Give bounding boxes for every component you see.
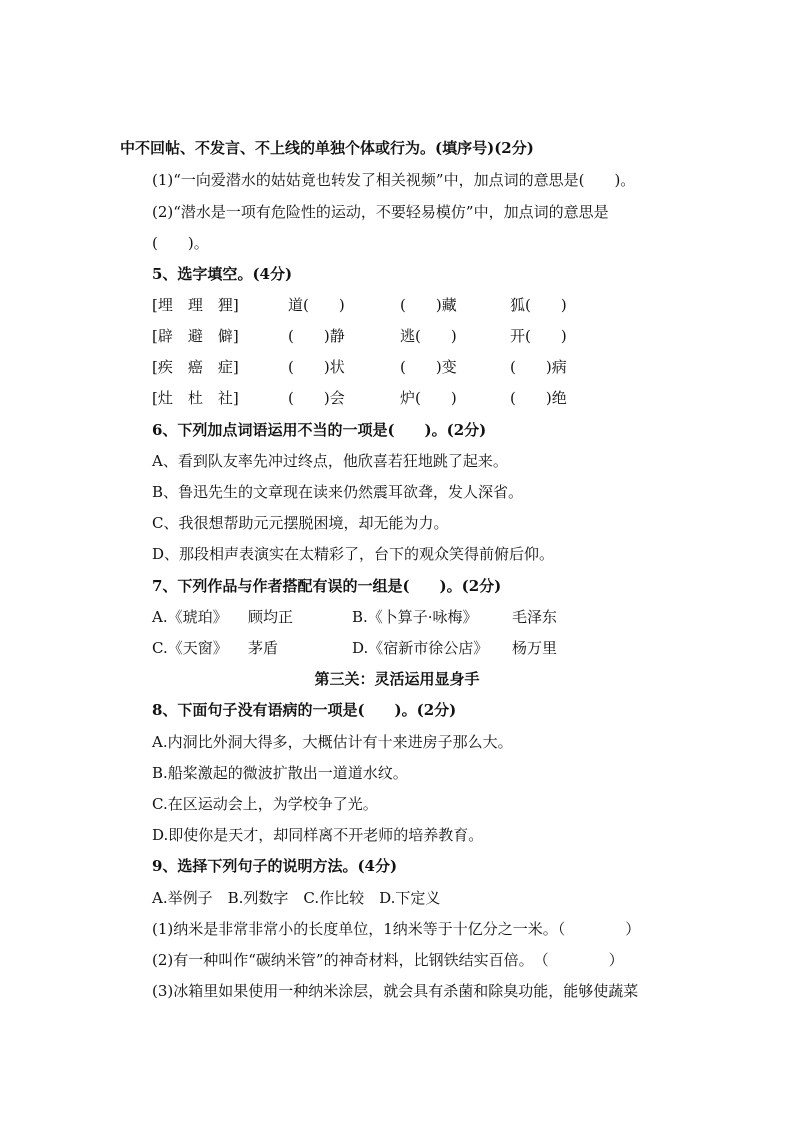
text-line: 中不回帖、不发言、不上线的单独个体或行为。(填序号)(2分) <box>120 139 534 157</box>
fill-blank: ( )静 <box>288 327 345 345</box>
option-d: D、那段相声表演实在太精彩了，台下的观众笑得前俯后仰。 <box>152 545 555 563</box>
char-group: [辟 避 僻] <box>152 327 239 345</box>
option-b: B.船桨激起的微波扩散出一道道水纹。 <box>152 764 408 782</box>
option-c-author: 茅盾 <box>248 639 279 657</box>
fill-blank: ( )绝 <box>510 389 567 407</box>
section-heading: 第三关：灵活运用显身手 <box>314 670 480 688</box>
option-a: A.内洞比外洞大得多，大概估计有十来进房子那么大。 <box>152 733 513 751</box>
option-a: A、看到队友率先冲过终点，他欣喜若狂地跳了起来。 <box>152 452 508 470</box>
question-8-title: 8、下面句子没有语病的一项是( )。(2分) <box>152 701 457 719</box>
char-group: [灶 杜 社] <box>152 389 239 407</box>
option-d: D.即使你是天才，却同样离不开老师的培养教育。 <box>152 826 484 844</box>
question-4-1: (1)“一向爱潜水的姑姑竟也转发了相关视频”中，加点词的意思是( )。 <box>152 171 636 189</box>
fill-blank: 道( ) <box>288 296 345 314</box>
fill-blank: 炉( ) <box>400 389 457 407</box>
method-options: A.举例子 B.列数字 C.作比较 D.下定义 <box>152 889 441 907</box>
answer-blank: ( )。 <box>152 234 209 252</box>
question-9-3: (3)冰箱里如果使用一种纳米涂层，就会具有杀菌和除臭功能，能够使蔬菜 <box>152 982 639 1000</box>
option-d-author: 杨万里 <box>512 639 558 657</box>
option-b-work: B.《卜算子·咏梅》 <box>352 608 478 626</box>
option-b: B、鲁迅先生的文章现在读来仍然震耳欲聋，发人深省。 <box>152 483 524 501</box>
option-a-author: 顾均正 <box>248 608 294 626</box>
question-9-title: 9、选择下列句子的说明方法。(4分) <box>152 857 398 875</box>
fill-blank: ( )病 <box>510 358 567 376</box>
option-d-work: D.《宿新市徐公店》 <box>352 639 489 657</box>
option-c-work: C.《天窗》 <box>152 639 228 657</box>
fill-blank: 开( ) <box>510 327 567 345</box>
question-7-title: 7、下列作品与作者搭配有误的一组是( )。(2分) <box>152 577 502 595</box>
option-a-work: A.《琥珀》 <box>152 608 228 626</box>
fill-blank: ( )藏 <box>400 296 457 314</box>
char-group: [疾 癌 症] <box>152 358 239 376</box>
question-5-title: 5、选字填空。(4分) <box>152 265 293 283</box>
question-9-1: (1)纳米是非常非常小的长度单位，1纳米等于十亿分之一米。（ ） <box>152 920 641 938</box>
option-c: C.在区运动会上，为学校争了光。 <box>152 795 378 813</box>
question-6-title: 6、下列加点词语运用不当的一项是( )。(2分) <box>152 421 487 439</box>
question-9-2: (2)有一种叫作“碳纳米管”的神奇材料，比钢铁结实百倍。 （ ） <box>152 951 624 969</box>
fill-blank: 逃( ) <box>400 327 457 345</box>
question-4-2: (2)“潜水是一项有危险性的运动，不要轻易模仿”中，加点词的意思是 <box>152 203 609 221</box>
option-c: C、我很想帮助元元摆脱困境，却无能为力。 <box>152 514 449 532</box>
fill-blank: 狐( ) <box>510 296 567 314</box>
fill-blank: ( )状 <box>288 358 345 376</box>
option-b-author: 毛泽东 <box>512 608 558 626</box>
fill-blank: ( )变 <box>400 358 457 376</box>
char-group: [埋 理 狸] <box>152 296 239 314</box>
fill-blank: ( )会 <box>288 389 345 407</box>
